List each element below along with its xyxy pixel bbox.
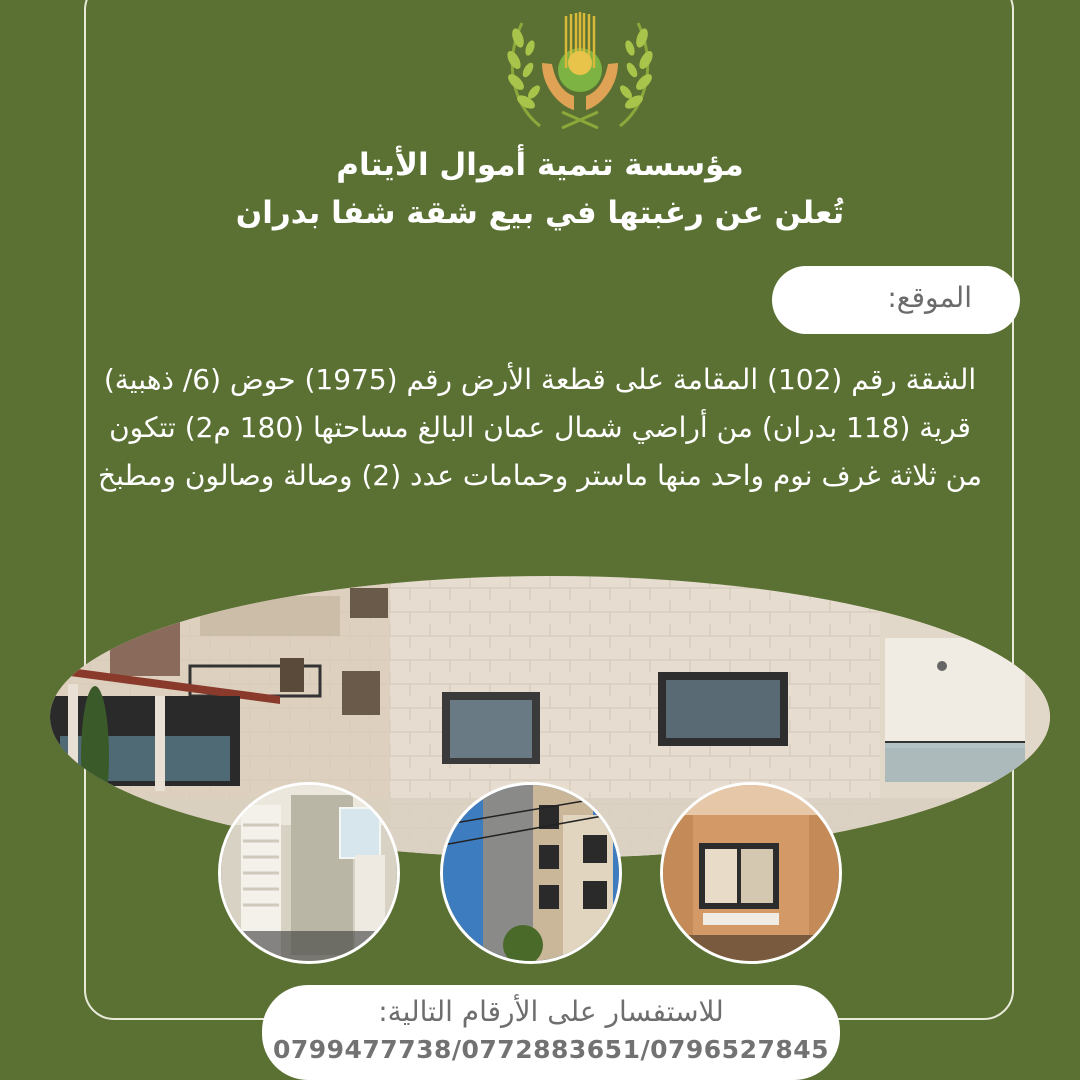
phone-numbers[interactable]: 0799477738/0772883651/0796527845 xyxy=(272,1035,830,1064)
bedroom-photo xyxy=(660,782,842,964)
headline: تُعلن عن رغبتها في بيع شقة شفا بدران xyxy=(235,195,845,231)
location-pill xyxy=(772,266,1020,334)
property-description: الشقة رقم (102) المقامة على قطعة الأرض رقم (1975) حوض (6/ ذهبية) قرية (118 بدران) من أراضي شمال عمان البالغ مساحتها (180 م2) تتكون من ثلاثة غرف نوم واحد منها ماستر وحمامات عدد (2) وصالة وصالون ومطبخ xyxy=(98,363,982,492)
building-side-photo xyxy=(440,782,622,964)
location-label: الموقع: xyxy=(887,281,972,314)
bathroom-photo xyxy=(218,782,400,964)
contact-label: للاستفسار على الأرقام التالية: xyxy=(378,995,724,1028)
orphans-fund-logo-icon xyxy=(500,8,660,138)
organization-title: مؤسسة تنمية أموال الأيتام xyxy=(336,147,744,183)
contact-pill xyxy=(262,985,840,1080)
logo xyxy=(500,8,660,138)
